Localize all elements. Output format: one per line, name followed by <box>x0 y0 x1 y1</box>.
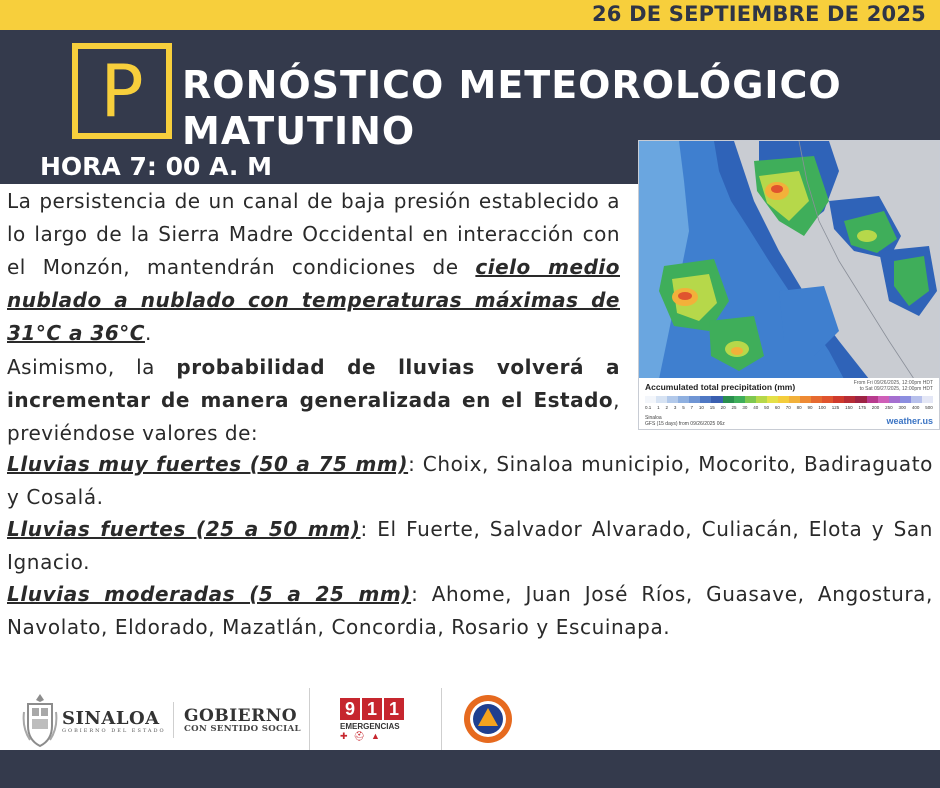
map-model-info <box>645 415 725 427</box>
sinaloa-subtitle: GOBIERNO DEL ESTADO <box>62 728 166 734</box>
e911-digits <box>340 698 404 720</box>
legend-tick: 7 <box>690 405 694 410</box>
map-model-run: GFS (15 days) from 09/26/2025 06z <box>645 421 725 427</box>
map-legend-time <box>854 380 933 392</box>
date-label: 26 DE SEPTIEMBRE DE 2025 <box>591 2 926 26</box>
rain-category-very-heavy <box>7 448 933 514</box>
rain-category-moderate <box>7 578 933 644</box>
paragraph-conditions <box>7 185 620 350</box>
rain-category-heavy <box>7 513 933 579</box>
top-date-bar <box>0 0 940 30</box>
legend-tick: 250 <box>885 405 893 410</box>
paragraph-conditions-text: La persistencia de un canal de baja presión establecido a lo largo de la Sierra Madre Occidental en interacción con el Monzón, mantendrán condiciones de <box>7 189 620 279</box>
forecast-time: HORA 7: 00 A. M <box>40 152 272 181</box>
legend-tick: 0.1 <box>645 405 652 410</box>
p-logo-letter: P <box>100 49 144 133</box>
rain-category-label: Lluvias muy fuertes (50 a 75 mm) <box>7 452 409 476</box>
paragraph-rain-end: , previéndose valores de: <box>7 388 620 445</box>
legend-tick: 80 <box>796 405 802 410</box>
legend-tick: 400 <box>911 405 920 410</box>
bottom-bar <box>0 750 940 788</box>
legend-tick: 200 <box>871 405 880 410</box>
e911-label: EMERGENCIAS <box>340 722 400 731</box>
emergencias-911-logo <box>340 698 404 742</box>
precipitation-map-image <box>639 141 940 379</box>
legend-tick: 15 <box>709 405 715 410</box>
sinaloa-coat-of-arms-icon <box>22 692 58 748</box>
legend-tick: 30 <box>742 405 748 410</box>
rain-category-label: Lluvias fuertes (25 a 50 mm) <box>7 517 361 541</box>
map-legend-time-from: From Fri 09/26/2025, 12:00pm HDT <box>853 380 933 386</box>
paragraph-conditions-end: . <box>144 321 152 345</box>
map-legend-time-to: to Sat 09/27/2025, 12:00pm HDT <box>859 386 933 392</box>
divider <box>173 702 174 738</box>
map-legend <box>639 378 939 430</box>
legend-tick: 25 <box>731 405 737 410</box>
rain-category-places: : El Fuerte, Salvador Alvarado, Culiacán, Elota y San Ignacio. <box>7 517 933 574</box>
gobierno-wordmark: GOBIERNO <box>184 706 298 726</box>
legend-tick: 90 <box>807 405 813 410</box>
legend-tick: 125 <box>831 405 840 410</box>
map-legend-colorbar <box>645 396 933 403</box>
legend-tick: 500 <box>925 405 933 410</box>
e911-digit: 1 <box>362 698 382 720</box>
legend-tick: 100 <box>818 405 826 410</box>
legend-tick: 20 <box>720 405 726 410</box>
legend-tick: 2 <box>665 405 668 410</box>
legend-tick: 300 <box>898 405 907 410</box>
paragraph-rain-bold: probabilidad de lluvias volverá a incrementar de manera generalizada en el Estado <box>7 355 620 412</box>
gobierno-subtitle: CON SENTIDO SOCIAL <box>184 724 301 734</box>
rain-category-places: : Ahome, Juan José Ríos, Guasave, Angostura, Navolato, Eldorado, Mazatlán, Concordia, Rosario y Escuinapa. <box>7 582 933 639</box>
divider <box>441 688 442 750</box>
divider <box>309 688 310 750</box>
legend-tick: 60 <box>774 405 780 410</box>
legend-tick: 10 <box>698 405 704 410</box>
paragraph-rain-text: Asimismo, la <box>7 355 177 379</box>
legend-tick: 70 <box>785 405 791 410</box>
p-logo-box <box>72 43 172 139</box>
rain-category-places: : Choix, Sinaloa municipio, Mocorito, Badiraguato y Cosalá. <box>7 452 933 509</box>
legend-tick: 1 <box>657 405 660 410</box>
title-line-2: MATUTINO <box>182 109 416 153</box>
footer-logos <box>0 680 940 750</box>
paragraph-rain-probability <box>7 351 620 450</box>
e911-digit: 1 <box>384 698 404 720</box>
title-line-1: RONÓSTICO METEOROLÓGICO <box>182 63 842 107</box>
legend-tick: 50 <box>764 405 770 410</box>
rain-category-label: Lluvias moderadas (5 a 25 mm) <box>7 582 412 606</box>
e911-digit: 9 <box>340 698 360 720</box>
legend-tick: 40 <box>753 405 759 410</box>
legend-tick: 150 <box>845 405 853 410</box>
legend-tick: 3 <box>673 405 677 410</box>
legend-tick: 5 <box>682 405 685 410</box>
proteccion-civil-logo-icon <box>463 694 513 744</box>
legend-tick: 175 <box>858 405 866 410</box>
map-legend-title: Accumulated total precipitation (mm) <box>645 382 796 392</box>
emergency-services-icons: ✚⛑▲ <box>340 731 386 741</box>
map-legend-ticks <box>645 405 933 410</box>
precipitation-map <box>638 140 940 430</box>
weather-us-logo: weather.us <box>886 416 933 426</box>
sinaloa-wordmark: SINALOA <box>62 708 160 729</box>
paragraph-conditions-emphasis: cielo medio nublado a nublado con temperaturas máximas de 31°C a 36°C <box>7 255 620 345</box>
map-model-region: Sinaloa <box>645 415 662 421</box>
